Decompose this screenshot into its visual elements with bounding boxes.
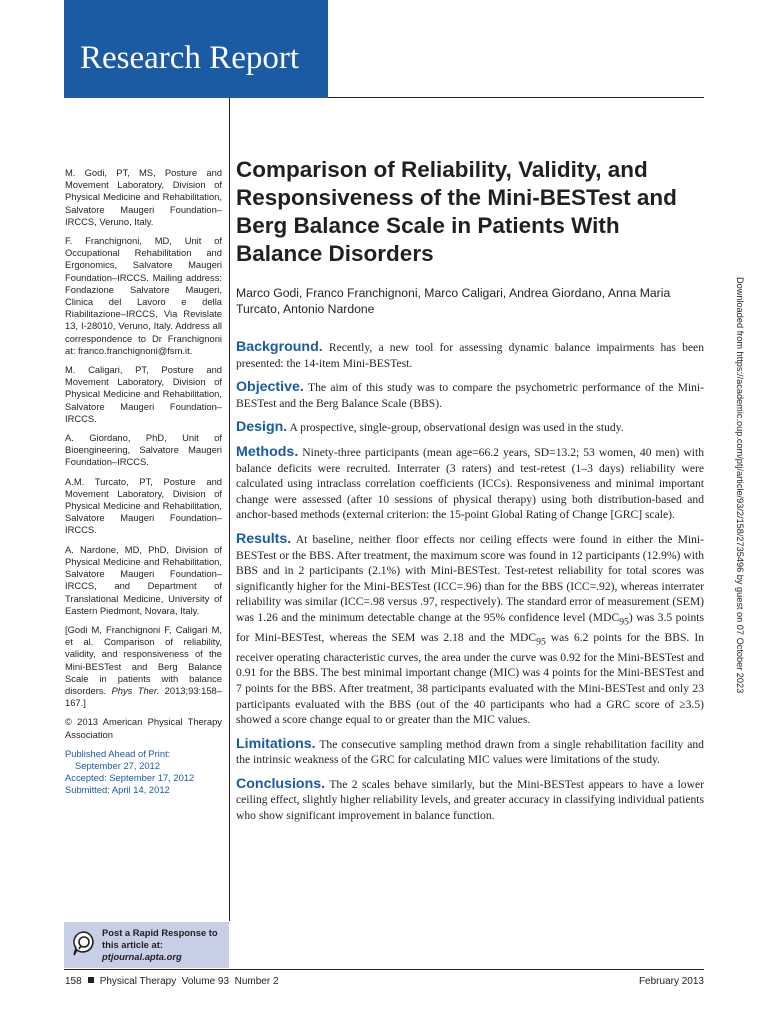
abstract-design: Design. A prospective, single-group, observational design was used in the study. xyxy=(236,419,624,436)
affiliation-nardone: A. Nardone, MD, PhD, Division of Physical Medicine and Rehabilitation, Salvatore Maugeri Foundation–IRCCS, and Department of Translational Medicine, University of Eastern Piedmont, Novara, Italy. xyxy=(65,543,222,616)
rapid-response-text: Post a Rapid Response to this article at: ptjournal.apta.org xyxy=(102,927,218,962)
section-label: Research Report xyxy=(80,40,299,76)
abstract-results: Results. At baseline, neither floor effects nor ceiling effects were found in either the Mini-BESTest or the BBS. After treatment, the maximum score was found in 12 participants (12.9%) with BBS and in 2 participants (2.1%) with Mini-BESTest. Test-retest reliability for total scores was significantly higher for the Mini-BESTest (ICC=.96) than for the BBS (ICC=.92), whereas interrater reliability was similar (ICC=.98 versus .97, respectively). The standard error of measurement (SEM) was 1.26 and the minimum detectable change at the 95% confidence level $(MDC_{95})$ was 3.5 points for Mini-BESTest, whereas the SEM was 2.18 and the $MDC_{95}$ was 6.2 points for the BBS. In receiver operating characteristic curves, the area under the curve was 0.92 for the Mini-BESTest and 0.91 for the BBS. The best minimal important change (MIC) was 4 points for the Mini-BESTest and 7 points for the BBS. After treatment, 38 participants evaluated with the Mini-BESTest and only 23 participants evaluated with the BBS (out of the 40 participants who had a GRC score of ≥3.5) showed a score change equal to or greater than the MIC values. xyxy=(236,530,704,727)
abstract-objective: Objective. The aim of this study was to compare the psychometric performance of the Mini-BESTest and the Berg Balance Scale (BBS). xyxy=(236,379,704,410)
rapid-response-link[interactable]: ptjournal.apta.org xyxy=(102,951,182,962)
publication-history xyxy=(65,748,222,797)
issue-number: Number 2 xyxy=(234,976,279,987)
limitations-heading: Limitations. xyxy=(236,735,316,752)
accepted-date: Accepted: September 17, 2012 xyxy=(65,772,195,784)
copyright: © 2013 American Physical Therapy Association xyxy=(65,716,222,740)
submitted-date: Submitted: April 14, 2012 xyxy=(65,784,170,796)
rapid-response-box[interactable] xyxy=(64,922,229,968)
methods-heading: Methods. xyxy=(236,443,299,460)
abstract xyxy=(236,340,704,833)
abstract-methods: Methods. Ninety-three participants (mean age=66.2 years, SD=13.2; 53 women, 40 men) with balance deficits were recruited. Interrater (3 raters) and test-retest (1–3 days) reliability were calculated using intraclass correlation coefficients (ICCs). Responsiveness and minimal important change were assessed (after 10 sessions of physical therapy) using both distribution-based and anchor-based methods (external criterion: the 15-point Global Rating of Change [GRC] scale). xyxy=(236,443,704,522)
objective-heading: Objective. xyxy=(236,379,304,396)
page-footer xyxy=(65,976,704,987)
published-ahead-date: September 27, 2012 xyxy=(75,759,160,771)
page-number: 158 xyxy=(65,976,82,987)
design-heading: Design. xyxy=(236,419,288,436)
citation: [Godi M, Franchignoni F, Caligari M, et al. Comparison of reliability, validity, and responsiveness of the Mini-BESTest and Berg Balance Scale in patients with balance disorders. Phys Ther. 2013;93:158–167.] xyxy=(65,623,222,709)
journal-name: Physical Therapy xyxy=(99,976,177,987)
results-heading: Results. xyxy=(236,530,292,547)
abstract-limitations: Limitations. The consecutive sampling method drawn from a single rehabilitation facility and the intrinsic weakness of the GRC for calculating MIC values were limitations of the study. xyxy=(236,735,704,767)
affiliation-turcato: A.M. Turcato, PT, Posture and Movement Laboratory, Division of Physical Medicine and Rehabilitation, Salvatore Maugeri Foundation–IRCCS. xyxy=(65,475,222,536)
affiliation-caligari: M. Caligari, PT, Posture and Movement Laboratory, Division of Physical Medicine and Rehabilitation, Salvatore Maugeri Foundation–IRCCS. xyxy=(65,364,222,424)
affiliation-franchignoni: F. Franchignoni, MD, Unit of Occupational Rehabilitation and Ergonomics, Salvatore Maugeri Foundation–IRCCS. Mailing address: Fondazione Salvatore Maugeri, Clinica del Lavoro e della Riabilitazione–IRCCS, Via Revislate 13, I-28010, Veruno, Italy. Address all correspondence to Dr Franchignoni at: franco.franchignoni@fsm.it. xyxy=(65,235,222,356)
header-rule xyxy=(328,97,704,98)
affiliation-giordano: A. Giordano, PhD, Unit of Bioengineering, Salvatore Maugeri Foundation–IRCCS. xyxy=(65,432,222,468)
column-divider xyxy=(229,98,230,921)
download-watermark: Downloaded from https://academic.oup.com/ptj/article/93/2/158/2735496 by guest on 07 October 2023 xyxy=(735,277,745,694)
published-ahead-label: Published Ahead of Print: xyxy=(65,747,171,759)
rapid-response-icon xyxy=(72,930,96,961)
background-heading: Background. xyxy=(236,339,323,355)
abstract-conclusions: Conclusions. The 2 scales behave similarly, but the Mini-BESTest appears to have a lower ceiling effect, slightly higher reliability levels, and greater accuracy in classifying individual patients who show significant improvement in balance function. xyxy=(236,775,704,823)
volume: Volume 93 xyxy=(181,976,230,987)
affiliation-godi: M. Godi, PT, MS, Posture and Movement Laboratory, Division of Physical Medicine and Rehabilitation, Salvatore Maugeri Foundation–IRCCS, Veruno, Italy. xyxy=(65,167,222,227)
footer-rule xyxy=(64,969,704,970)
issue-date: February 2013 xyxy=(638,976,704,987)
abstract-background: Background. Recently, a new tool for assessing dynamic balance impairments has been presented: the 14-item Mini-BESTest. xyxy=(236,339,704,370)
citation-journal: Phys Ther. xyxy=(111,684,160,696)
sidebar xyxy=(65,167,222,804)
separator-square-icon xyxy=(88,977,94,983)
article-title: Comparison of Reliability, Validity, and Responsiveness of the Mini-BESTest and Berg Balance Scale in Patients With Balance Disorders xyxy=(236,157,677,266)
article-authors: Marco Godi, Franco Franchignoni, Marco Caligari, Andrea Giordano, Anna Maria Turcato, Antonio Nardone xyxy=(236,286,671,316)
section-banner xyxy=(64,0,328,98)
conclusions-heading: Conclusions. xyxy=(236,775,326,792)
